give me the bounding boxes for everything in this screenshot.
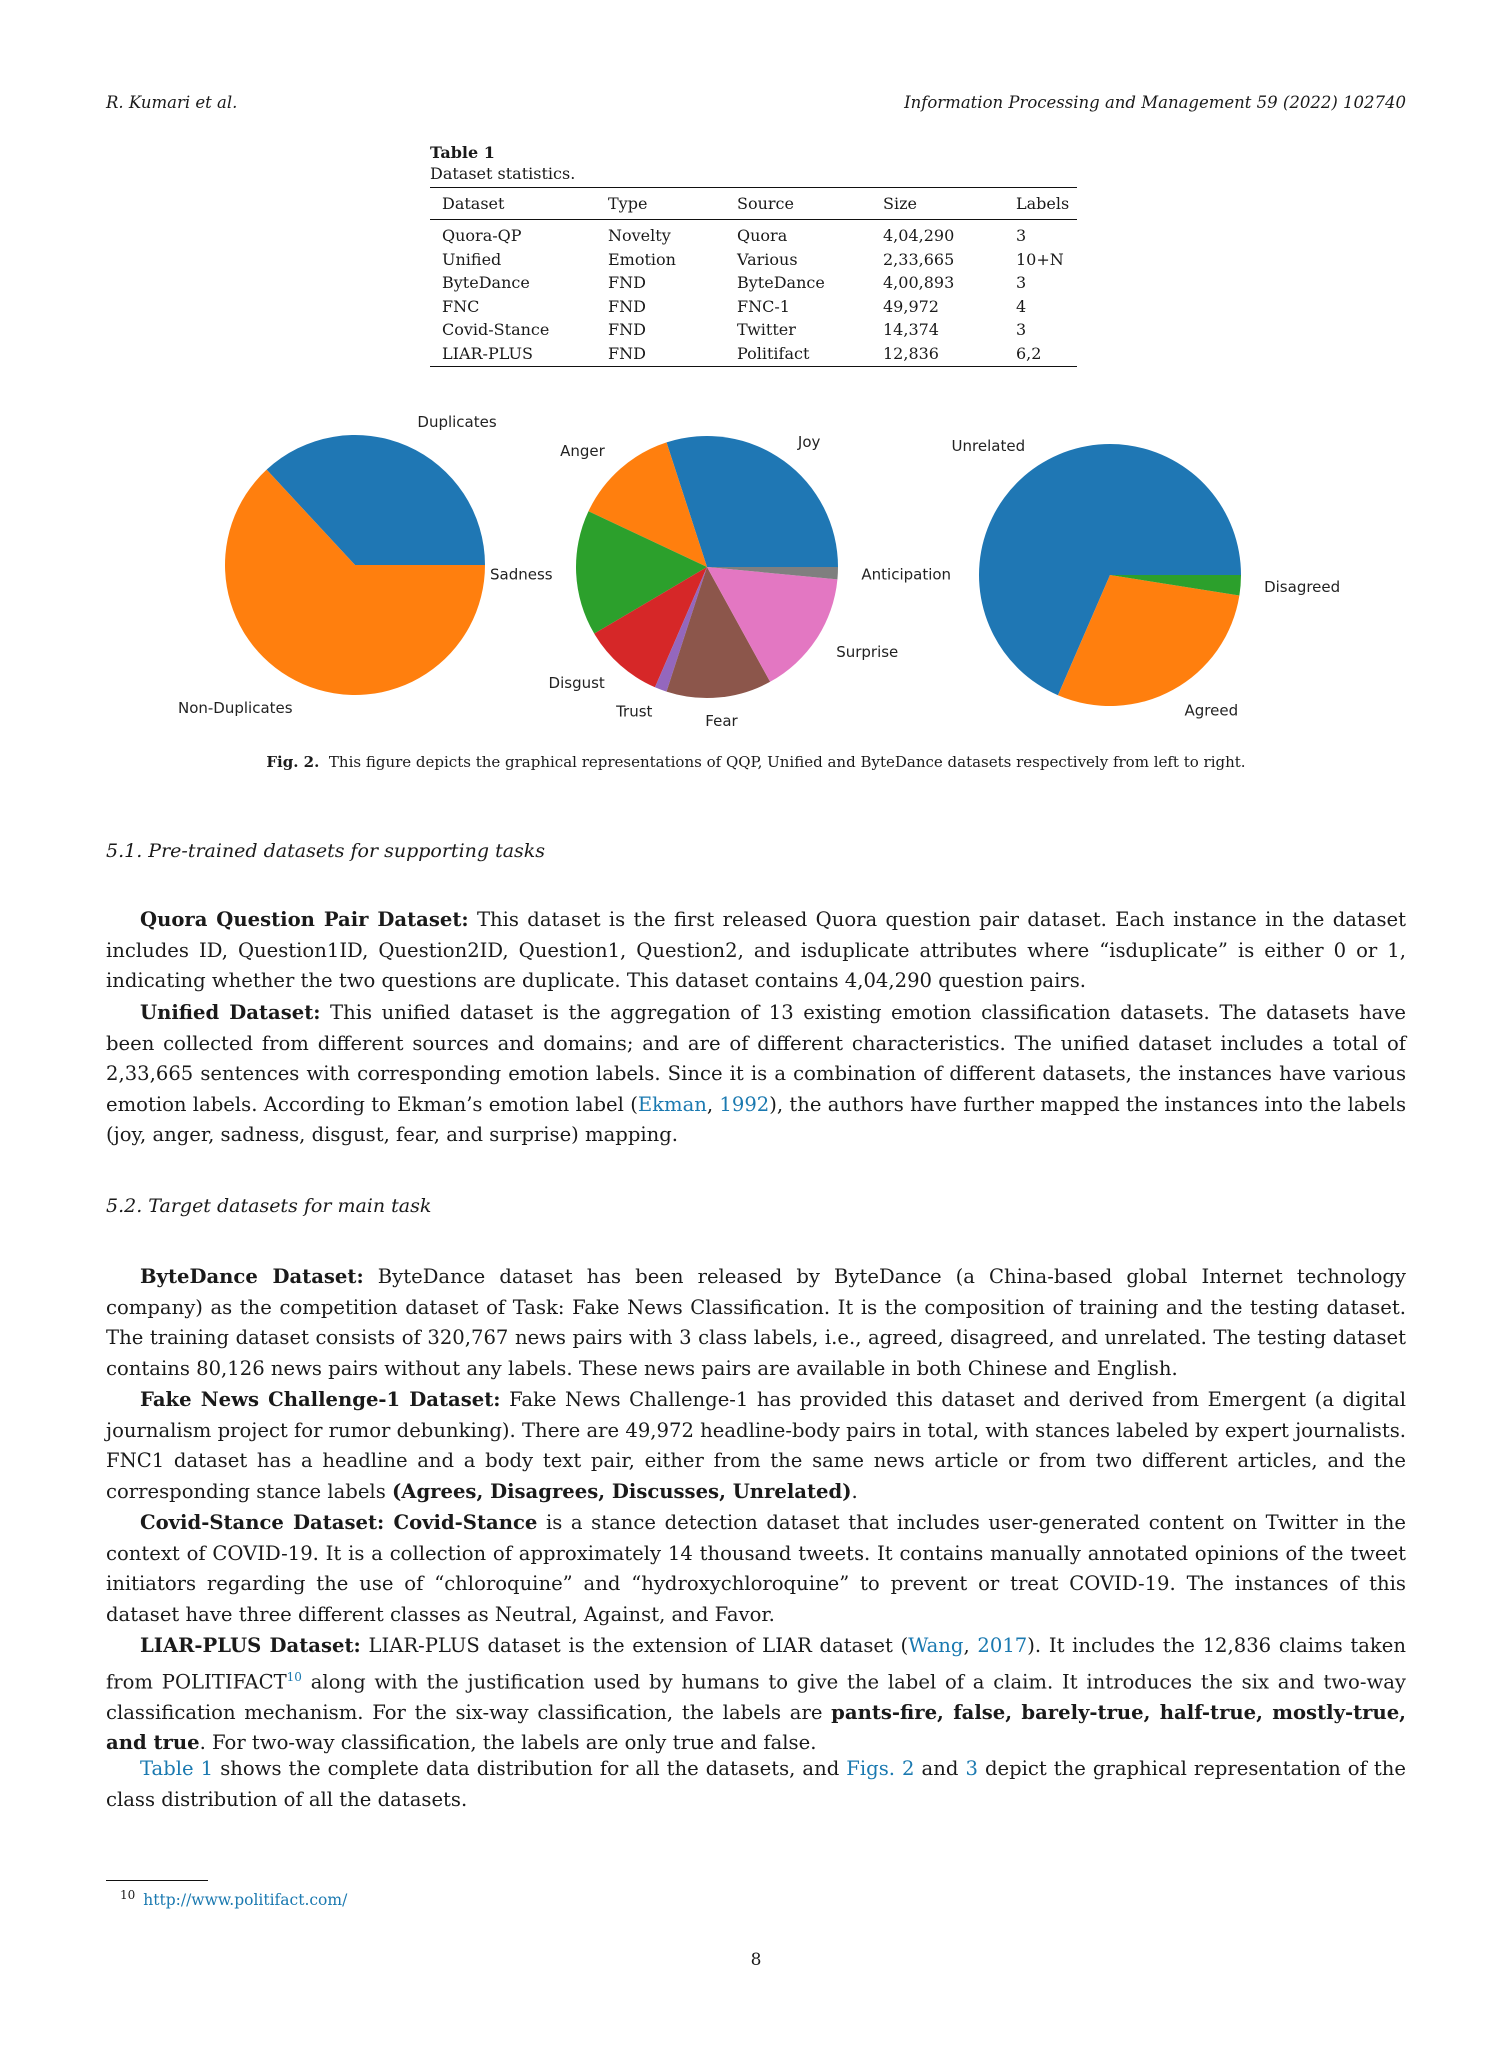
table-cell: 4,04,290 bbox=[883, 226, 955, 245]
footnote-number: 10 bbox=[120, 1888, 136, 1902]
paragraph-bold: (Agrees, Disagrees, Discusses, Unrelated) bbox=[391, 1479, 852, 1503]
table-cell: FNC bbox=[442, 296, 480, 316]
paragraph-text: This dataset is the first released Quora question pair dataset. Each instance in the dataset includes ID, Question1ID, Question2ID, Question1, Question2, and isduplicate attributes where “isduplicate” is either 0 or 1, indicating whether the two questions are duplicate. This dataset contains 4,04,290 question pairs. bbox=[106, 908, 1406, 992]
pie-label-anticipation: Anticipation bbox=[861, 565, 952, 584]
table-cell: ByteDance bbox=[737, 273, 825, 293]
running-head-authors: R. Kumari et al. bbox=[106, 93, 238, 112]
table-cell: 4,00,893 bbox=[883, 273, 955, 293]
citation-separator: , bbox=[706, 1092, 720, 1116]
section-heading-5-2: 5.2. Target datasets for main task bbox=[106, 1195, 432, 1217]
column-header: Type bbox=[596, 188, 725, 220]
table-cell: FND bbox=[608, 296, 646, 316]
table-cell: 10+N bbox=[1016, 249, 1064, 269]
table-cell: FND bbox=[608, 320, 646, 340]
paragraph-text: ), the authors have further mapped the instances into the labels (joy, anger, sadness, disgust, fear, and surprise) mapping. bbox=[106, 1092, 1406, 1146]
table-cell: 4 bbox=[1016, 296, 1027, 316]
pie-label-surprise: Surprise bbox=[836, 642, 899, 661]
table-cell: 49,972 bbox=[883, 296, 939, 316]
paragraph-liar bbox=[106, 1631, 1406, 1759]
table-row bbox=[430, 295, 1077, 319]
paragraph-title: Unified Dataset: bbox=[140, 1001, 321, 1024]
pie-label-sadness: Sadness bbox=[489, 565, 553, 584]
section-heading-5-1: 5.1. Pre-trained datasets for supporting tasks bbox=[106, 840, 546, 862]
table-label: Table 1 bbox=[430, 143, 495, 162]
table-cell: Unified bbox=[442, 249, 502, 269]
figure-2-pie-charts bbox=[0, 400, 1512, 730]
table-cell: 6,2 bbox=[1016, 343, 1042, 363]
table-cell: Covid-Stance bbox=[442, 320, 550, 340]
paragraph-title: ByteDance Dataset: bbox=[140, 1265, 364, 1288]
figure-caption bbox=[106, 753, 1406, 771]
table-cell: LIAR-PLUS bbox=[442, 343, 533, 363]
column-header: Source bbox=[725, 188, 871, 220]
table-cell: Quora bbox=[737, 226, 788, 245]
paragraph-text: along with the justification used by humans to give the label of a claim. It introduces the six and two-way classification mechanism. For the six-way classification, the labels are bbox=[106, 1670, 1406, 1724]
pie-label-joy: Joy bbox=[797, 432, 821, 451]
table-cell: Various bbox=[737, 249, 798, 269]
table-cell: 3 bbox=[1016, 320, 1027, 340]
running-head-journal: Information Processing and Management 59 (2022) 102740 bbox=[904, 93, 1406, 112]
citation-link[interactable]: Ekman bbox=[637, 1092, 707, 1116]
paragraph-text: LIAR-PLUS dataset is the extension of LIAR dataset ( bbox=[360, 1634, 909, 1657]
pie-label-fear: Fear bbox=[705, 711, 738, 730]
citation-link[interactable]: Wang bbox=[908, 1634, 964, 1657]
pie-chart bbox=[490, 433, 951, 730]
figure-label: Fig. 2. bbox=[266, 753, 320, 771]
paragraph-bytedance bbox=[106, 1262, 1406, 1384]
paragraph-bold: pants-fire, false, barely-true, half-true, mostly-true, and true bbox=[106, 1700, 1406, 1755]
page-number: 8 bbox=[750, 1950, 762, 1970]
footnote-marker[interactable]: 10 bbox=[286, 1669, 302, 1684]
table-row bbox=[430, 318, 1077, 342]
citation-link[interactable]: 1992 bbox=[719, 1092, 770, 1116]
footnote bbox=[120, 1888, 347, 1909]
figure-reference-link[interactable]: Figs. 2 bbox=[846, 1757, 915, 1780]
table-cell: 14,374 bbox=[883, 320, 939, 340]
paragraph-title: Quora Question Pair Dataset: bbox=[140, 908, 469, 931]
paragraph-text: is a stance detection dataset that includes user-generated content on Twitter in the context of COVID-19. It is a collection of approximately 14 thousand tweets. It contains manually annotated opinions of the tweet initiators regarding the use of “chloroquine” and “hydroxychloroquine” to prevent or treat COVID-19. The instances of this dataset have three different classes as Neutral, Against, and Favor. bbox=[106, 1511, 1406, 1626]
table-cell: Twitter bbox=[737, 320, 796, 340]
table-cell: Emotion bbox=[608, 249, 676, 269]
pie-label-unrelated: Unrelated bbox=[951, 436, 1026, 455]
table-1 bbox=[430, 143, 1077, 367]
paragraph-title: Fake News Challenge-1 Dataset: bbox=[140, 1388, 501, 1411]
table-cell: 2,33,665 bbox=[883, 249, 955, 269]
pie-chart bbox=[178, 413, 497, 717]
table-row bbox=[430, 271, 1077, 295]
paragraph-text: . For two-way classification, the labels are only true and false. bbox=[199, 1731, 817, 1755]
table-row bbox=[430, 248, 1077, 272]
footnote-rule bbox=[106, 1880, 208, 1881]
pie-chart bbox=[952, 437, 1341, 720]
paragraph-text: and bbox=[914, 1757, 966, 1780]
paragraph-text: ByteDance dataset has been released by ByteDance (a China-based global Internet technology company) as the competition dataset of Task: Fake News Classification. It is the composition of training and the testing dataset. The training dataset consists of 320,767 news pairs with 3 class labels, i.e., agreed, disagreed, and unrelated. The testing dataset contains 80,126 news pairs without any labels. These news pairs are available in both Chinese and English. bbox=[106, 1265, 1406, 1380]
table-cell: Quora-QP bbox=[442, 226, 522, 245]
paragraph-text: . bbox=[851, 1479, 858, 1503]
citation-separator: , bbox=[963, 1634, 978, 1657]
pie-label-anger: Anger bbox=[560, 442, 605, 460]
figure-caption-text: This figure depicts the graphical representations of QQP, Unified and ByteDance datasets respectively from left to right. bbox=[328, 753, 1246, 771]
citation-link[interactable]: 2017 bbox=[977, 1634, 1028, 1657]
paragraph-title: LIAR-PLUS Dataset: bbox=[140, 1634, 361, 1657]
table-cell: 3 bbox=[1016, 273, 1027, 293]
footnote-url-link[interactable]: http://www.politifact.com/ bbox=[143, 1891, 348, 1910]
paragraph-text: This unified dataset is the aggregation of 13 existing emotion classification datasets. The datasets have been collected from different sources and domains; and are of different characteristics. The unified dataset includes a total of 2,33,665 sentences with corresponding emotion labels. Since it is a combination of different datasets, the instances have various emotion labels. According to Ekman’s emotion label ( bbox=[106, 1001, 1406, 1116]
table-row bbox=[430, 342, 1077, 366]
paragraph-text: depict the graphical representation of the class distribution of all the datasets. bbox=[106, 1757, 1406, 1811]
paragraph-covid bbox=[106, 1508, 1406, 1630]
pie-label-agreed: Agreed bbox=[1184, 701, 1239, 720]
paragraph-title: Covid-Stance Dataset: Covid-Stance bbox=[140, 1511, 538, 1534]
table-cell: FNC-1 bbox=[737, 296, 790, 316]
table-cell: Novelty bbox=[608, 226, 671, 245]
pie-label-disgust: Disgust bbox=[548, 674, 605, 692]
pie-label-disagreed: Disagreed bbox=[1264, 578, 1341, 597]
table-cell: 3 bbox=[1016, 226, 1027, 245]
paragraph-text: ). It includes the 12,836 claims taken from POLITIFACT bbox=[106, 1634, 1406, 1694]
figure-reference-link[interactable]: 3 bbox=[965, 1757, 978, 1780]
table-header-row bbox=[430, 188, 1077, 220]
pie-label-duplicates: Duplicates bbox=[417, 413, 497, 431]
paragraph-text: shows the complete data distribution for all the datasets, and bbox=[213, 1757, 847, 1780]
table-reference-link[interactable]: Table 1 bbox=[140, 1757, 214, 1780]
paragraph-fnc bbox=[106, 1385, 1406, 1507]
paragraph-unified bbox=[106, 998, 1406, 1151]
pie-label-non-duplicates: Non-Duplicates bbox=[177, 699, 293, 717]
column-header: Dataset bbox=[430, 188, 596, 220]
dataset-statistics-table bbox=[430, 187, 1077, 367]
table-cell: 12,836 bbox=[883, 343, 939, 363]
table-row bbox=[430, 220, 1077, 248]
table-cell: Politifact bbox=[737, 343, 810, 363]
table-caption: Dataset statistics. bbox=[430, 164, 576, 183]
paragraph-text: Fake News Challenge-1 has provided this dataset and derived from Emergent (a digital journalism project for rumor debunking). There are 49,972 headline-body pairs in total, with stances labeled by expert journalists. FNC1 dataset has a headline and a body text pair, either from the same news article or from two different articles, and the corresponding stance labels bbox=[106, 1388, 1406, 1503]
table-cell: FND bbox=[608, 273, 646, 293]
pie-label-trust: Trust bbox=[616, 702, 653, 721]
paragraph-quora bbox=[106, 905, 1406, 997]
paragraph-summary bbox=[106, 1754, 1406, 1815]
table-cell: FND bbox=[608, 343, 646, 363]
column-header: Labels bbox=[1004, 188, 1077, 220]
table-cell: ByteDance bbox=[442, 273, 530, 293]
column-header: Size bbox=[871, 188, 1004, 220]
